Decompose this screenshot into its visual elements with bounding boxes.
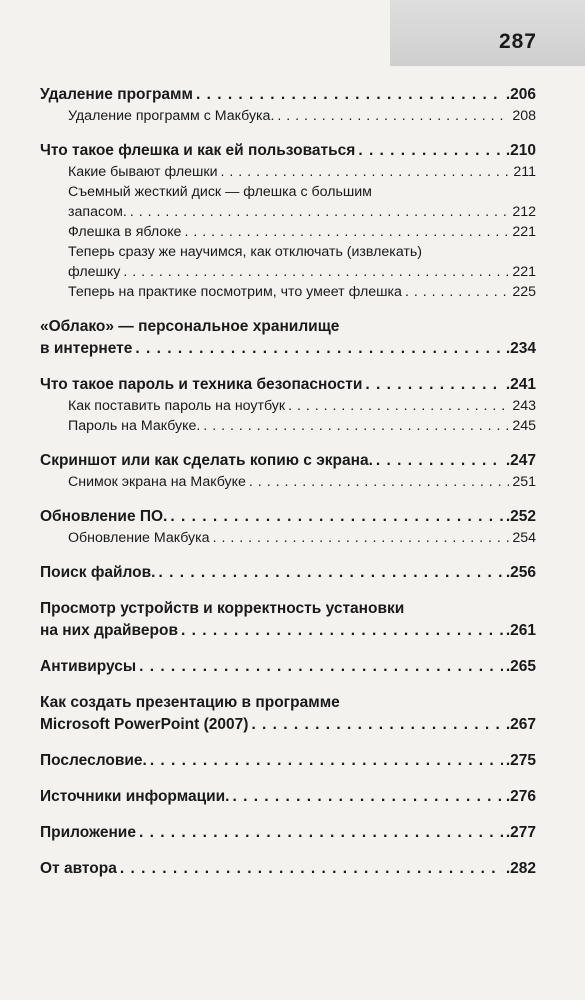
- toc-entry-title: Обновление ПО.: [40, 508, 168, 525]
- toc-entry-title: запасом.: [68, 204, 127, 220]
- toc-entry-title: флешку: [68, 264, 121, 280]
- header-tab: [390, 0, 585, 66]
- dot-leader: [213, 528, 510, 548]
- toc-entry-page: .247: [505, 452, 536, 469]
- dot-leader: [277, 106, 509, 126]
- toc-entry: [40, 450, 536, 472]
- toc-entry-page: .210: [505, 142, 536, 159]
- toc-entry-page: 211: [513, 164, 536, 180]
- dot-leader: [158, 562, 502, 584]
- toc-entry: [40, 374, 536, 396]
- table-of-contents: [40, 84, 536, 880]
- toc-entry-page: 208: [512, 108, 536, 124]
- toc-subentry: [40, 396, 536, 416]
- page-number: 287: [498, 30, 537, 53]
- toc-entry-title: Источники информации.: [40, 788, 230, 805]
- toc-entry-title: Какие бывают флешки: [68, 164, 218, 180]
- toc-entry-page: 245: [512, 418, 536, 434]
- toc-subentry: [40, 472, 536, 492]
- toc-entry-line: Как создать презентацию в программе: [40, 694, 340, 711]
- dot-leader: [203, 416, 509, 436]
- toc-entry: [40, 858, 536, 880]
- dot-leader: [135, 338, 502, 360]
- dot-leader: [170, 506, 502, 528]
- toc-entry: [40, 714, 536, 736]
- toc-entry-line: «Облако» — персональное хранилище: [40, 318, 340, 335]
- toc-subentry: [40, 202, 536, 222]
- toc-entry-page: .234: [505, 340, 536, 357]
- toc-entry-title: Как поставить пароль на ноутбук: [68, 398, 286, 414]
- toc-entry-page: 243: [512, 398, 536, 414]
- toc-entry-page: .261: [505, 622, 536, 639]
- dot-leader: [181, 620, 503, 642]
- toc-entry: [40, 786, 536, 808]
- toc-subentry: [40, 262, 536, 282]
- dot-leader: [358, 140, 503, 162]
- dot-leader: [405, 282, 509, 302]
- toc-entry-title: Теперь на практике посмотрим, что умеет флешка: [68, 284, 402, 300]
- dot-leader: [251, 714, 502, 736]
- toc-entry-page: .252: [505, 508, 536, 525]
- dot-leader: [365, 374, 502, 396]
- toc-entry: [40, 750, 536, 772]
- toc-entry-page: .277: [505, 824, 536, 841]
- toc-entry: [40, 338, 536, 360]
- toc-entry-title: в интернете: [40, 340, 133, 357]
- dot-leader: [249, 472, 509, 492]
- toc-entry: [40, 506, 536, 528]
- toc-entry-title: на них драйверов: [40, 622, 178, 639]
- toc-entry-page: 221: [512, 224, 536, 240]
- toc-subentry: [40, 222, 536, 242]
- toc-entry-page: 254: [512, 530, 536, 546]
- toc-subentry: [40, 162, 536, 182]
- dot-leader: [288, 396, 509, 416]
- toc-entry-page: .275: [505, 752, 536, 769]
- dot-leader: [150, 750, 503, 772]
- toc-entry-title: Снимок экрана на Макбуке: [68, 474, 246, 490]
- toc-entry-page: 251: [512, 474, 536, 490]
- toc-entry-title: Обновление Макбука: [68, 530, 210, 546]
- dot-leader: [196, 84, 503, 106]
- toc-entry-page: .282: [505, 860, 536, 877]
- dot-leader: [123, 262, 509, 282]
- toc-subentry-line: Съемный жесткий диск — флешка с большим: [68, 184, 372, 200]
- dot-leader: [139, 822, 503, 844]
- toc-subentry-line: Теперь сразу же научимся, как отключать (извлекать): [68, 244, 423, 260]
- dot-leader: [130, 202, 510, 222]
- toc-entry-page: .267: [505, 716, 536, 733]
- toc-subentry: [40, 106, 536, 126]
- toc-subentry: [40, 416, 536, 436]
- toc-entry-title: Удаление программ: [40, 86, 193, 103]
- dot-leader: [184, 222, 509, 242]
- toc-entry-page: .265: [505, 658, 536, 675]
- toc-entry: [40, 140, 536, 162]
- toc-entry-title: Microsoft PowerPoint (2007): [40, 716, 249, 733]
- toc-entry-title: Удаление программ с Макбука.: [68, 108, 275, 124]
- toc-subentry: [40, 282, 536, 302]
- toc-entry: [40, 84, 536, 106]
- page-header: [0, 0, 585, 72]
- toc-entry: [40, 656, 536, 678]
- toc-subentry: [40, 528, 536, 548]
- toc-entry-title: Поиск файлов.: [40, 564, 156, 581]
- toc-entry-page: 221: [512, 264, 536, 280]
- toc-entry-title: Пароль на Макбуке.: [68, 418, 201, 434]
- dot-leader: [120, 858, 503, 880]
- toc-entry-line: Просмотр устройств и корректность установки: [40, 600, 405, 617]
- toc-entry-page: .206: [505, 86, 536, 103]
- toc-entry-title: Что такое флешка и как ей пользоваться: [40, 142, 356, 159]
- toc-entry-title: Скриншот или как сделать копию с экрана.: [40, 452, 373, 469]
- toc-entry-title: Приложение: [40, 824, 136, 841]
- dot-leader: [376, 450, 503, 472]
- toc-entry: [40, 620, 536, 642]
- toc-entry: [40, 562, 536, 584]
- toc-entry-title: Послесловие.: [40, 752, 147, 769]
- dot-leader: [232, 786, 502, 808]
- toc-entry: [40, 822, 536, 844]
- dot-leader: [139, 656, 503, 678]
- toc-entry-title: Антивирусы: [40, 658, 137, 675]
- toc-entry-page: .256: [505, 564, 536, 581]
- toc-entry-page: .241: [505, 376, 536, 393]
- toc-entry-title: Что такое пароль и техника безопасности: [40, 376, 363, 393]
- dot-leader: [221, 162, 511, 182]
- toc-entry-page: .276: [505, 788, 536, 805]
- toc-entry-title: От автора: [40, 860, 117, 877]
- toc-entry-page: 212: [512, 204, 536, 220]
- toc-entry-page: 225: [512, 284, 536, 300]
- toc-entry-title: Флешка в яблоке: [68, 224, 182, 240]
